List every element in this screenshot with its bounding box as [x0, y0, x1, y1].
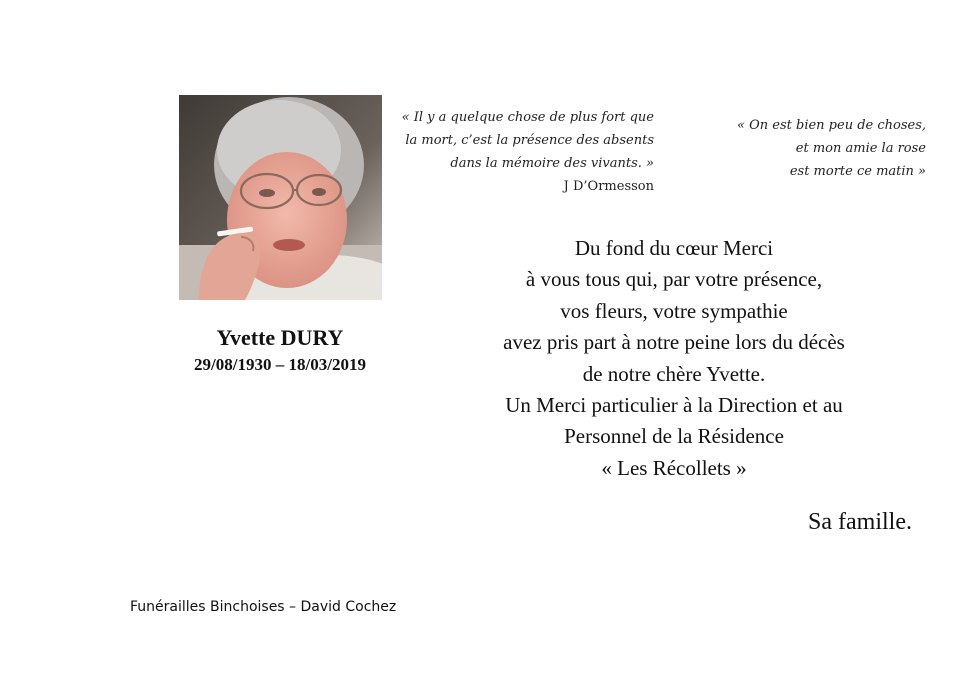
thanks-line: « Les Récollets » — [601, 455, 747, 480]
thanks-message — [450, 233, 898, 484]
quote-dormesson — [390, 106, 654, 198]
quote-author: J D’Ormesson — [563, 179, 654, 194]
quote-line: est morte ce matin » — [789, 164, 926, 179]
deceased-name: Yvette DURY — [216, 325, 344, 350]
thanks-line: Personnel de la Résidence — [564, 424, 784, 449]
quote-line: « On est bien peu de choses, — [737, 118, 926, 133]
thanks-line: à vous tous qui, par votre présence, — [525, 267, 823, 292]
thanks-line: avez pris part à notre peine lors du décès — [503, 330, 845, 355]
quote-line: la mort, c’est la présence des absents — [405, 133, 654, 148]
portrait-illustration — [179, 95, 382, 300]
thanks-line: Du fond du cœur Merci — [574, 236, 774, 260]
thanks-line: vos fleurs, votre sympathie — [560, 298, 788, 323]
life-dates: 29/08/1930 – 18/03/2019 — [194, 355, 366, 374]
quote-line: et mon amie la rose — [795, 141, 926, 156]
portrait-photo — [179, 95, 382, 300]
quote-rose — [690, 114, 926, 183]
funeral-home-credit: Funérailles Binchoises – David Cochez — [130, 599, 397, 615]
quote-line: dans la mémoire des vivants. » — [450, 156, 654, 171]
family-signature: Sa famille. — [808, 509, 912, 535]
quote-line: « Il y a quelque chose de plus fort que — [401, 110, 654, 125]
thanks-line: Un Merci particulier à la Direction et au — [505, 393, 843, 418]
thanks-line: de notre chère Yvette. — [582, 361, 766, 386]
